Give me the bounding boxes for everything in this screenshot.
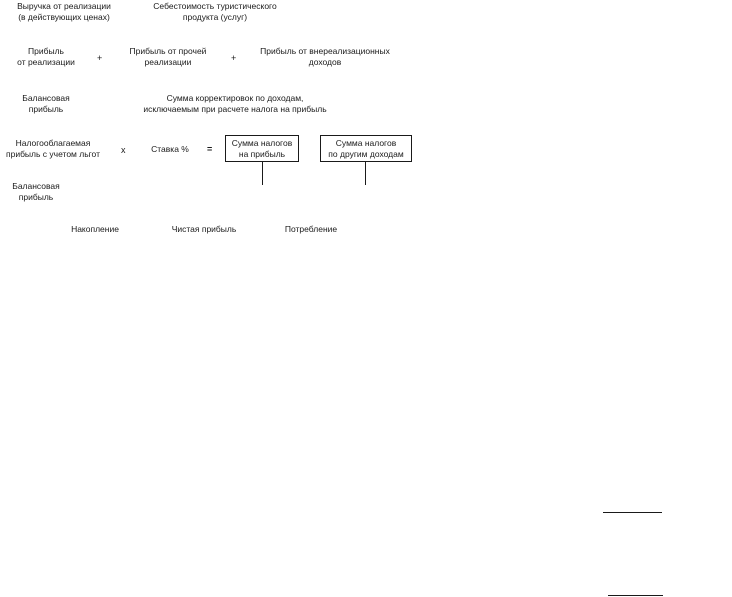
- divider-line: [608, 595, 663, 596]
- profit-tax-box: Сумма налогов на прибыль: [225, 135, 299, 162]
- accumulation-node: Накопление: [71, 224, 119, 234]
- sales-profit-node: Прибыль от реализации: [17, 46, 75, 67]
- profit-tax-connector: [262, 162, 263, 185]
- net-profit-node: Чистая прибыль: [171, 224, 237, 234]
- cost-node: Себестоимость туристического продукта (услуг): [153, 1, 277, 22]
- rate-node: Ставка %: [151, 144, 189, 154]
- times-operator: х: [121, 145, 126, 155]
- balance-profit-node: Балансовая прибыль: [12, 181, 60, 202]
- taxable-profit-node: Налогооблагаемая прибыль с учетом льгот: [5, 138, 100, 159]
- adjustments-node: Сумма корректировок по доходам, исключаемым при расчете налога на прибыль: [143, 93, 327, 114]
- plus-operator: +: [97, 53, 103, 63]
- plus-operator: +: [231, 53, 237, 63]
- divider-line: [603, 512, 662, 513]
- other-profit-node: Прибыль от прочей реализации: [129, 46, 207, 67]
- consumption-node: Потребление: [284, 224, 338, 234]
- nonop-income-node: Прибыль от внереализационных доходов: [260, 46, 390, 67]
- equals-operator: =: [207, 144, 213, 154]
- revenue-node: Выручка от реализации (в действующих ценах): [17, 1, 111, 22]
- other-tax-connector: [365, 162, 366, 185]
- other-tax-box: Сумма налогов по другим доходам: [320, 135, 412, 162]
- balance-profit-node: Балансовая прибыль: [22, 93, 70, 114]
